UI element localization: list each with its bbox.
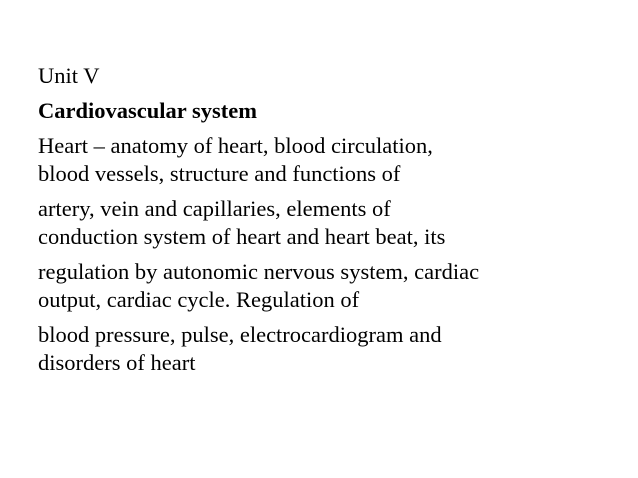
body-line-1: Heart – anatomy of heart, blood circulation, [38,133,433,158]
body-line-7: blood pressure, pulse, electrocardiogram and [38,322,442,347]
body-line-4: conduction system of heart and heart beat, its [38,224,446,249]
body-line-5: regulation by autonomic nervous system, cardiac [38,259,480,284]
body-line-3: artery, vein and capillaries, elements of [38,196,391,221]
slide-text-body [38,62,628,377]
body-line-6: output, cardiac cycle. Regulation of [38,287,360,312]
unit-label: Unit V [38,63,100,88]
slide-heading: Cardiovascular system [38,98,257,123]
body-line-8: disorders of heart [38,350,196,375]
body-line-2: blood vessels, structure and functions of [38,161,401,186]
